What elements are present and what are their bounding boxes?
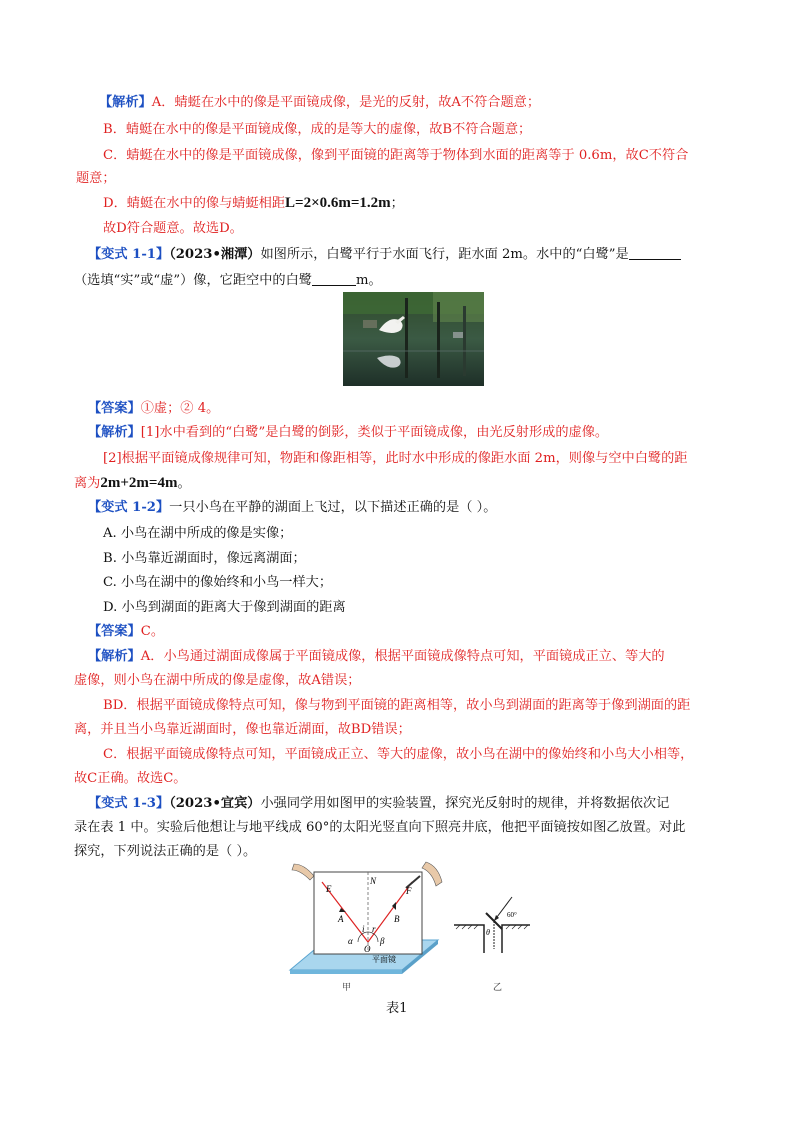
well-diagram: [452, 895, 532, 955]
answer-blank: [312, 272, 356, 286]
question-tag: 【变式 1-2】: [88, 500, 170, 515]
question-stem: 如图所示，白鹭平行于水面飞行，距水面 2m。水中的“白鹭”是: [260, 247, 629, 262]
answer-line: [88, 623, 164, 641]
answer-text: C。: [140, 624, 165, 639]
option-a: A. 小鸟在湖中所成的像是实像；: [103, 526, 293, 541]
label-60: 60°: [507, 911, 517, 919]
formula-suffix: 。: [177, 476, 191, 491]
analysis-line: C．根据平面镜成像特点可知，平面镜成正立、等大的虚像，故小鸟在湖中的像始终和小鸟大小相等，: [103, 747, 694, 762]
analysis-line: [2]根据平面镜成像规律可知，物距和像距相等，此时水中形成的像距水面 2m，则像与空中白鹭的距: [103, 451, 688, 466]
analysis-text: D．蜻蜓在水中的像与蜻蜓相距: [103, 196, 286, 211]
analysis-line: [88, 648, 665, 666]
option-c: C. 小鸟在湖中的像始终和小鸟一样大；: [103, 575, 333, 590]
analysis-line: B．蜻蜓在水中的像是平面镜成像，成的是等大的虚像，故B不符合题意；: [103, 122, 532, 137]
answer-tag: 【答案】: [88, 401, 141, 416]
question-source: （2023•湘潭）: [169, 247, 261, 262]
label-alpha: α: [348, 936, 353, 946]
question-line: [88, 795, 669, 813]
caption-jia: 甲: [342, 983, 352, 993]
question-stem: （选填“实”或“虚”）像，它距空中的白鹭: [74, 273, 312, 288]
analysis-line: [103, 194, 404, 213]
analysis-tag: 【解析】: [88, 425, 141, 440]
question-source: （2023•宜宾）: [169, 796, 261, 811]
analysis-line: BD．根据平面镜成像特点可知，像与物到平面镜的距离相等，故小鸟到湖面的距离等于像到湖面的距: [103, 698, 691, 713]
question-tag: 【变式 1-1】: [88, 247, 170, 262]
label-b: B: [394, 914, 400, 924]
analysis-text: [1]水中看到的“白鹭”是白鹭的倒影，类似于平面镜成像，由光反射形成的虚像。: [140, 425, 609, 440]
question-stem: 一只小鸟在平静的湖面上飞过，以下描述正确的是（ ）。: [169, 500, 497, 515]
analysis-line: 故C正确。故选C。: [74, 771, 187, 786]
analysis-line: C．蜻蜓在水中的像是平面镜成像，像到平面镜的距离等于物体到水面的距离等于 0.6m，故C不符合: [103, 148, 689, 163]
table-title: 表1: [386, 1001, 408, 1016]
analysis-line: 离，并且当小鸟靠近湖面时，像也靠近湖面，故BD错误；: [74, 722, 411, 737]
question-line: [74, 272, 382, 290]
label-i: i: [362, 924, 365, 934]
egret-photo: [343, 292, 484, 386]
option-d: D. 小鸟到湖面的距离大于像到湖面的距离: [103, 600, 346, 615]
label-f: F: [406, 886, 412, 896]
label-n: N: [370, 876, 377, 886]
analysis-line: [74, 474, 191, 493]
analysis-line: 故D符合题意。故选D。: [103, 221, 243, 236]
question-line: [88, 499, 496, 517]
analysis-line: 虚像，则小鸟在湖中所成的像是虚像，故A错误；: [74, 673, 361, 688]
answer-line: [88, 400, 219, 418]
option-b: B. 小鸟靠近湖面时，像远离湖面；: [103, 551, 306, 566]
question-tag: 【变式 1-3】: [88, 796, 170, 811]
question-line: [88, 246, 681, 264]
answer-tag: 【答案】: [88, 624, 141, 639]
analysis-tag: 【解析】: [88, 649, 141, 664]
question-line: 录在表 1 中。实验后他想让与地平线成 60°的太阳光竖直向下照亮井底，他把平面镜按如图乙放置。对此: [74, 820, 686, 835]
analysis-tag: 【解析】: [99, 95, 152, 110]
question-line: 探究，下列说法正确的是（ ）。: [74, 844, 257, 859]
answer-blank: [629, 246, 681, 260]
label-o: O: [364, 944, 371, 954]
caption-yi: 乙: [493, 983, 503, 993]
reflection-experiment-diagram: [286, 858, 446, 976]
answer-text: ①虚；② 4。: [140, 401, 220, 416]
question-stem: m。: [355, 273, 382, 288]
label-beta: β: [380, 936, 385, 946]
analysis-line: [99, 94, 540, 112]
label-theta: θ: [486, 928, 490, 937]
analysis-line: 题意；: [76, 171, 116, 186]
analysis-text: A．小鸟通过湖面成像属于平面镜成像，根据平面镜成像特点可知，平面镜成正立、等大的: [140, 649, 665, 664]
question-stem: 小强同学用如图甲的实验装置，探究光反射时的规律，并将数据依次记: [260, 796, 670, 811]
formula: L=2×0.6m=1.2m: [285, 195, 391, 211]
formula-suffix: ；: [390, 196, 404, 211]
formula: 2m+2m=4m: [100, 475, 178, 491]
analysis-line: [88, 424, 608, 442]
label-mirror: 平面镜: [372, 955, 396, 964]
label-r: r: [372, 924, 376, 934]
label-e: E: [326, 884, 332, 894]
label-a: A: [338, 914, 344, 924]
analysis-text: A．蜻蜓在水中的像是平面镜成像，是光的反射，故A不符合题意；: [151, 95, 541, 110]
analysis-text: 离为: [74, 476, 101, 491]
